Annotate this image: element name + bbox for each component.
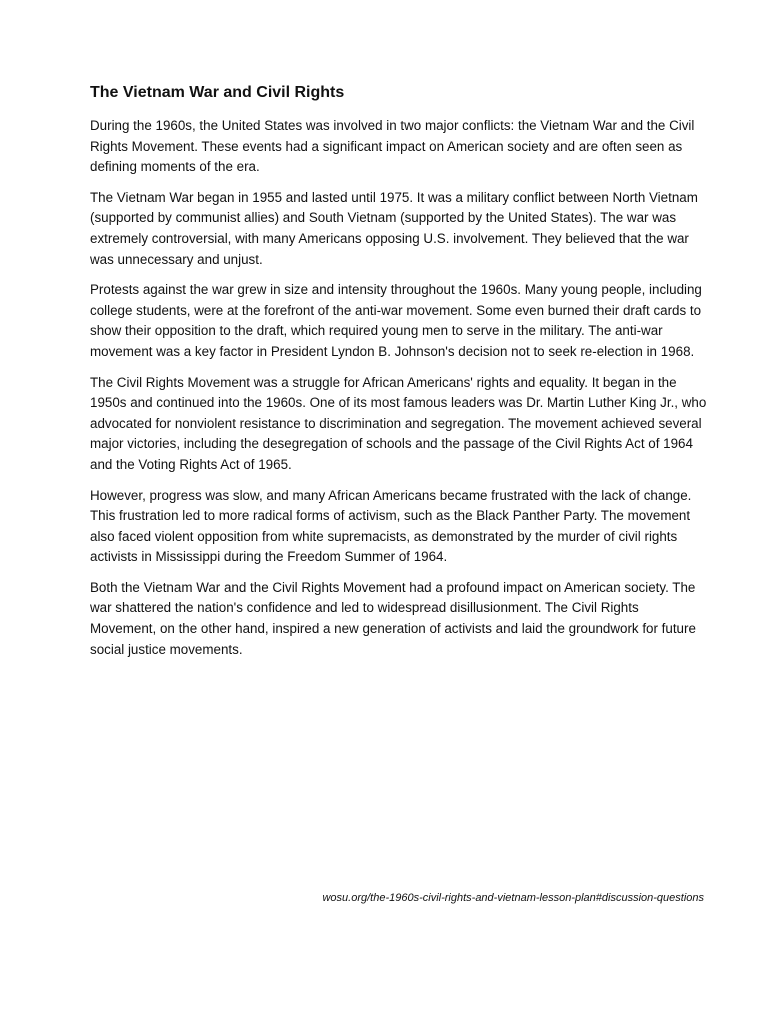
paragraph-intro: During the 1960s, the United States was involved in two major conflicts: the Vietnam War and the Civil Rights Movement. These events had a significant impact on American society and are often seen as defining moments of the era.: [90, 118, 695, 175]
paragraph-anti-war-protests: Protests against the war grew in size and intensity throughout the 1960s. Many young people, including college students, were at the forefront of the anti-war movement. Some even burned their draft cards to show their opposition to the draft, which required young men to serve in the military. The anti-war movement was a key factor in President Lyndon B. Johnson's decision not to seek re-election in 1968.: [90, 282, 702, 359]
source-citation: wosu.org/the-1960s-civil-rights-and-vietnam-lesson-plan#discussion-questions: [322, 892, 704, 904]
paragraph-conclusion: Both the Vietnam War and the Civil Rights Movement had a profound impact on American society. The war shattered the nation's confidence and led to widespread disillusionment. The Civil Rights Movement, on the other hand, inspired a new generation of activists and laid the groundwork for future social justice movements.: [90, 579, 696, 657]
document-body: [90, 82, 708, 670]
paragraph-radical-activism: However, progress was slow, and many African Americans became frustrated with the lack of change. This frustration led to more radical forms of activism, such as the Black Panther Party. The movement also faced violent opposition from white supremacists, as demonstrated by the murder of civil rights activists in Mississippi during the Freedom Summer of 1964.: [90, 487, 692, 565]
document-title: The Vietnam War and Civil Rights: [90, 84, 345, 101]
paragraph-vietnam-war: The Vietnam War began in 1955 and lasted until 1975. It was a military conflict between North Vietnam (supported by communist allies) and South Vietnam (supported by the United States). The war was extremely controversial, with many Americans opposing U.S. involvement. They believed that the war was unnecessary and unjust.: [90, 189, 698, 267]
paragraph-civil-rights-movement: The Civil Rights Movement was a struggle for African Americans' rights and equality. It began in the 1950s and continued into the 1960s. One of its most famous leaders was Dr. Martin Luther King Jr., who advocated for nonviolent resistance to discrimination and segregation. The movement achieved several major victories, including the desegregation of schools and the passage of the Civil Rights Act of 1964 and the Voting Rights Act of 1965.: [90, 374, 707, 472]
